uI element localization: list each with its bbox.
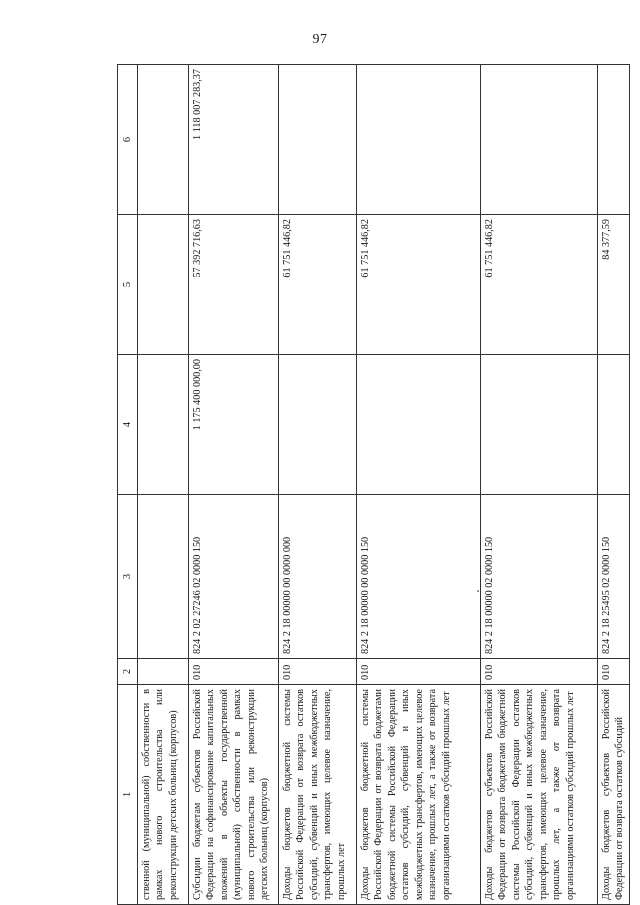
table-row [357,65,481,905]
header-col-1: 1 [118,685,138,905]
row-approved-amount [357,355,481,495]
row-unexecuted-amount [357,65,481,215]
row-approved-amount [598,355,630,495]
row-unexecuted-amount [481,65,598,215]
row-unexecuted-amount: 1 118 007 283,37 [189,65,279,215]
row-budget-code: 824 2 02 27246 02 0000 150 [189,495,279,659]
row-executed-amount: 61 751 446,82 [481,215,598,355]
row-budget-code: 824 2 18 00000 00 0000 150 [357,495,481,659]
row-budget-code [138,495,189,659]
row-executed-amount [138,215,189,355]
row-line-code: 010 [598,659,630,685]
row-executed-amount: 61 751 446,82 [279,215,357,355]
row-budget-code: 824 2 18 25495 02 0000 150 [598,495,630,659]
header-col-4: 4 [118,355,138,495]
row-unexecuted-amount [279,65,357,215]
row-approved-amount: 1 175 400 000,00 [189,355,279,495]
row-line-code: 010 [357,659,481,685]
row-executed-amount: 61 751 446,82 [357,215,481,355]
row-approved-amount [138,355,189,495]
row-description: Доходы бюджетов субъектов Российской Федерации от возврата бюджетами бюджетной системы Российской Федерации остатков субсидий, субвенций и иных межбюджетных трансфертов, имеющих целевое назначение, прошлых лет, а также от возврата организациями остатков субсидий прошлых лет [481,685,598,905]
header-col-5: 5 [118,215,138,355]
header-col-6: 6 [118,65,138,215]
row-approved-amount [481,355,598,495]
row-description: Доходы бюджетов бюджетной системы Российской Федерации от возврата остатков субсидий, субвенций и иных межбюджетных трансфертов, имеющих целевое назначение, прошлых лет [279,685,357,905]
table-row [138,65,189,905]
row-line-code: 010 [189,659,279,685]
page-number: 97 [312,32,328,47]
row-description: Субсидии бюджетам субъектов Российской Федерации на софинансирование капитальных вложений в объекты государственной (муниципальной) собственности в рамках нового строительства или реконструкции детских больниц (корпусов) [189,685,279,905]
header-row [118,65,138,905]
row-unexecuted-amount [138,65,189,215]
table-row [598,65,630,905]
rotated-table-wrapper [117,65,626,905]
row-budget-code: 824 2 18 00000 00 0000 000 [279,495,357,659]
row-line-code: 010 [279,659,357,685]
header-col-2: 2 [118,659,138,685]
row-description: Доходы бюджетов бюджетной системы Российской Федерации от возврата бюджетами бюджетной системы Российской Федерации остатков субсидий, субвенций и иных межбюджетных трансфертов, имеющих целевое назначение, прошлых лет, а также от возврата организациями остатков субсидий прошлых лет [357,685,481,905]
row-budget-code: 824 2 18 00000 02 0000 150 [481,495,598,659]
table-row [279,65,357,905]
row-approved-amount [279,355,357,495]
row-unexecuted-amount [598,65,630,215]
header-col-3: 3 [118,495,138,659]
row-description: Доходы бюджетов субъектов Российской Федерации от возврата остатков субсидий [598,685,630,905]
row-executed-amount: 84 377,59 [598,215,630,355]
table-row [481,65,598,905]
row-description: ственной (муниципальной) собственности в рамках нового строительства или реконструкции детских больниц (корпусов) [138,685,189,905]
scan-speck [477,590,479,592]
budget-table [117,64,630,905]
row-line-code [138,659,189,685]
row-executed-amount: 57 392 716,63 [189,215,279,355]
row-line-code: 010 [481,659,598,685]
table-row [189,65,279,905]
